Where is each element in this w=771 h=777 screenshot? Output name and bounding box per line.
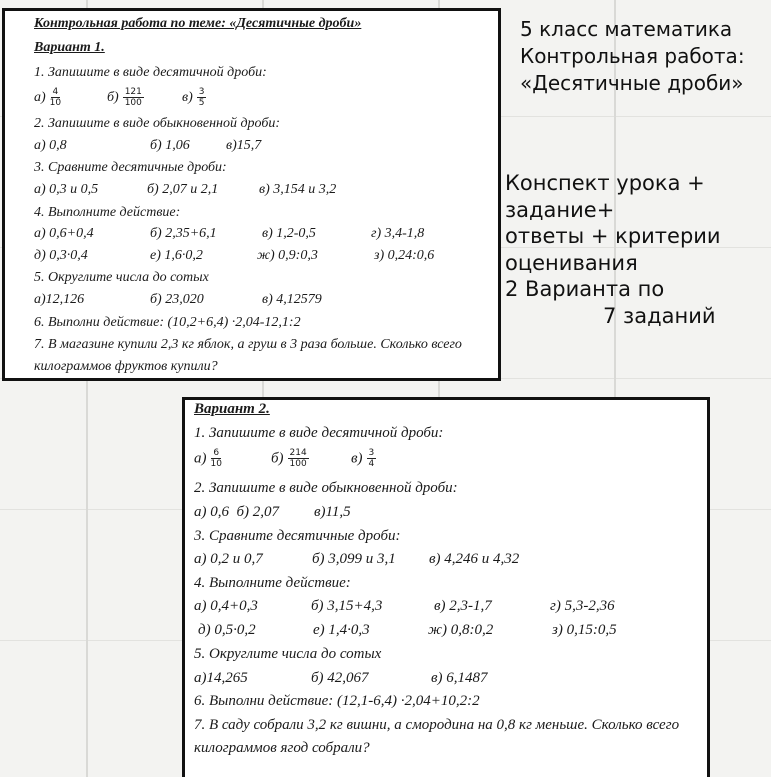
item: а) 0,4+0,3: [194, 598, 258, 614]
item: а) 0,2 и 0,7: [194, 551, 263, 567]
question-7-cont: килограммов фруктов купили?: [34, 359, 218, 374]
desc-line: Конспект урока +: [505, 171, 705, 195]
label: а): [34, 90, 46, 106]
item: е) 1,6·0,2: [150, 248, 203, 263]
item: б) 2,35+6,1: [150, 226, 217, 241]
question-1: 1. Запишите в виде десятичной дроби:: [34, 65, 267, 80]
item: а) 0,3 и 0,5: [34, 182, 99, 197]
numerator: 6: [213, 448, 220, 458]
fraction: [367, 448, 377, 470]
numerator: 3: [368, 448, 375, 458]
numerator: 121: [124, 87, 142, 97]
item: б) 1,06: [150, 138, 190, 153]
question-1: 1. Запишите в виде десятичной дроби:: [194, 425, 444, 441]
question-3: 3. Сравните десятичные дроби:: [34, 160, 227, 175]
denominator: 10: [49, 98, 62, 109]
item: г) 3,4-1,8: [371, 226, 425, 241]
item: б) 2,07 и 2,1: [147, 182, 219, 197]
item: з) 0,15:0,5: [552, 622, 617, 638]
item: в)15,7: [226, 138, 262, 153]
question-5: 5. Округлите числа до сотых: [34, 270, 209, 285]
item: б) 3,099 и 3,1: [312, 551, 396, 567]
question-2: 2. Запишите в виде обыкновенной дроби:: [34, 116, 281, 131]
desc-line: 2 Варианта по: [505, 277, 665, 301]
item: в) 1,2-0,5: [262, 226, 316, 241]
label: б): [107, 90, 119, 106]
item: г) 5,3-2,36: [550, 598, 615, 614]
item: б) 23,020: [150, 292, 204, 307]
item: в) 4,12579: [262, 292, 322, 307]
desc-line: 7 заданий: [603, 303, 716, 328]
numerator: 3: [198, 87, 205, 97]
item: б) 42,067: [311, 670, 369, 686]
fraction: [211, 448, 222, 470]
title-line: «Десятичные дроби»: [520, 71, 744, 95]
fractions-row: [194, 448, 594, 476]
item: б) 3,15+4,3: [311, 598, 383, 614]
question-3: 3. Сравните десятичные дроби:: [194, 528, 401, 544]
denominator: 10: [210, 459, 222, 470]
question-5: 5. Округлите числа до сотых: [194, 646, 382, 662]
label: а): [194, 450, 207, 467]
item: в) 4,246 и 4,32: [429, 551, 520, 567]
variant-1-card: [2, 8, 501, 381]
item: а)14,265: [194, 670, 248, 686]
item: ж) 0,9:0,3: [257, 248, 318, 263]
description-block: [505, 170, 721, 329]
fraction: [288, 448, 309, 470]
item: в) 3,154 и 3,2: [259, 182, 337, 197]
item: з) 0,24:0,6: [374, 248, 435, 263]
item: в) 2,3-1,7: [434, 598, 492, 614]
item: е) 1,4·0,3: [313, 622, 370, 638]
numerator: 4: [52, 87, 59, 97]
denominator: 5: [198, 98, 205, 109]
question-4: 4. Выполните действие:: [34, 205, 181, 220]
item: а) 0,8: [34, 138, 67, 153]
item: а)12,126: [34, 292, 85, 307]
label: в): [182, 90, 193, 106]
variant-2-card: [182, 397, 710, 777]
desc-line: ответы + критерии: [505, 224, 721, 248]
denominator: 100: [124, 98, 142, 109]
question-2: 2. Запишите в виде обыкновенной дроби:: [194, 480, 458, 496]
title-block: [520, 16, 745, 97]
item: в) 6,1487: [431, 670, 488, 686]
label: в): [351, 450, 363, 467]
item: д) 0,3·0,4: [34, 248, 88, 263]
denominator: 100: [289, 459, 307, 470]
question-6: 6. Выполни действие: (10,2+6,4) ·2,04-12,1:2: [34, 315, 301, 330]
numerator: 214: [289, 448, 307, 458]
title-line: 5 класс математика: [520, 17, 733, 41]
question-7: 7. В саду собрали 3,2 кг вишни, а смородина на 0,8 кг меньше. Сколько всего: [194, 717, 680, 733]
desc-line: задание+: [505, 197, 615, 222]
item: а) 0,6+0,4: [34, 226, 94, 241]
fraction: [123, 87, 144, 109]
question-7: 7. В магазине купили 2,3 кг яблок, а груш в 3 раза больше. Сколько всего: [34, 337, 462, 352]
variant-title: Вариант 2.: [194, 401, 270, 417]
question-4: 4. Выполните действие:: [194, 575, 351, 591]
title-line: Контрольная работа:: [520, 44, 745, 68]
item: д) 0,5·0,2: [198, 622, 256, 638]
item: в)11,5: [314, 504, 351, 520]
variant-title: Вариант 1.: [34, 40, 105, 55]
fraction: [197, 87, 207, 109]
question-6: 6. Выполни действие: (12,1-6,4) ·2,04+10,2:2: [194, 693, 480, 709]
item: ж) 0,8:0,2: [428, 622, 494, 638]
test-heading: Контрольная работа по теме: «Десятичные дроби»: [34, 16, 362, 31]
denominator: 4: [368, 459, 375, 470]
fraction: [50, 87, 61, 109]
question-7-cont: килограммов ягод собрали?: [194, 740, 370, 756]
fractions-row: [34, 87, 434, 113]
item: а) 0,6 б) 2,07: [194, 504, 280, 520]
label: б): [271, 450, 284, 467]
desc-line: оценивания: [505, 250, 638, 275]
